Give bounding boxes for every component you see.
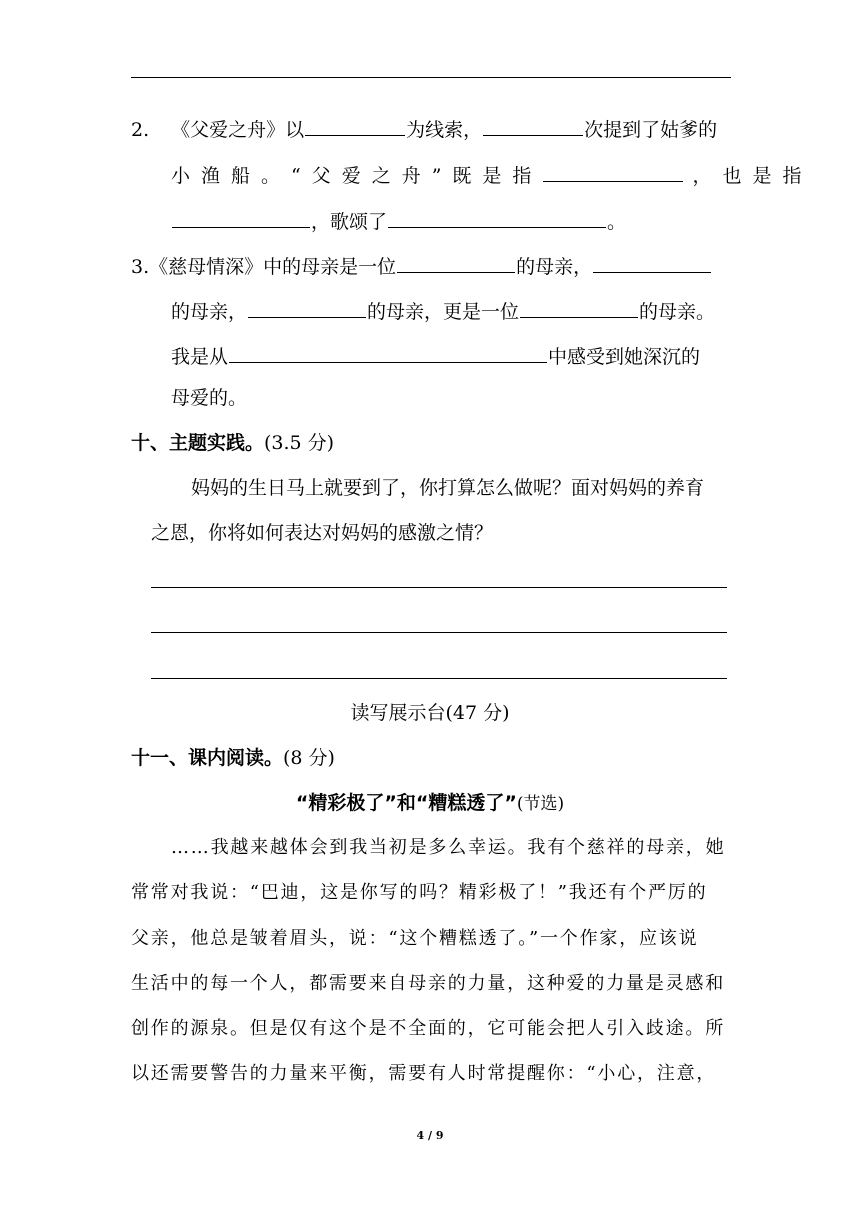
passage-line: 父亲，他总是皱着眉头，说：“这个糟糕透了。”一个作家，应该说 bbox=[131, 928, 699, 949]
section11-heading: 十一、课内阅读。(8 分) bbox=[131, 747, 335, 769]
q3-number: 3. bbox=[131, 256, 150, 278]
answer-line[interactable] bbox=[151, 587, 727, 588]
header-rule bbox=[131, 77, 731, 78]
q2-line-1: 2. 《父爱之舟》以 为线索， 次提到了姑爹的 bbox=[131, 119, 718, 141]
blank[interactable] bbox=[520, 299, 638, 318]
answer-line[interactable] bbox=[151, 632, 727, 633]
section10-prompt-1: 妈妈的生日马上就要到了，你打算怎么做呢？面对妈妈的养育 bbox=[191, 477, 705, 499]
part-title: 读写展示台(47 分) bbox=[350, 702, 510, 724]
blank[interactable] bbox=[543, 163, 683, 182]
blank[interactable] bbox=[593, 254, 711, 273]
q2-line-3: ，歌颂了 。 bbox=[171, 209, 626, 232]
blank[interactable] bbox=[483, 117, 583, 136]
blank[interactable] bbox=[397, 254, 515, 273]
passage-line: ……我越来越体会到我当初是多么幸运。我有个慈祥的母亲，她 bbox=[171, 837, 726, 858]
section10-prompt-2: 之恩，你将如何表达对妈妈的感激之情？ bbox=[151, 522, 494, 544]
blank[interactable] bbox=[388, 209, 606, 228]
q3-line-2: 的母亲， 的母亲，更是一位 的母亲。 bbox=[171, 301, 716, 323]
blank[interactable] bbox=[305, 117, 405, 136]
page-number: 4 / 9 bbox=[416, 1129, 444, 1142]
passage-line: 常常对我说：“巴迪，这是你写的吗？精彩极了！”我还有个严厉的 bbox=[131, 882, 708, 903]
blank[interactable] bbox=[229, 344, 547, 363]
q2-number: 2. bbox=[131, 119, 150, 141]
passage-title: “精彩极了”和“糟糕透了”(节选) bbox=[295, 792, 565, 814]
q3-line-3: 我是从 中感受到她深沉的 bbox=[171, 346, 701, 368]
q3-line-1: 3.《慈母情深》中的母亲是一位 的母亲， bbox=[131, 254, 712, 277]
passage-line: 以还需要警告的力量来平衡，需要有人时常提醒你：“小心，注意， bbox=[131, 1063, 717, 1084]
blank[interactable] bbox=[248, 299, 366, 318]
blank[interactable] bbox=[172, 209, 310, 228]
passage-line: 生活中的每一个人，都需要来自母亲的力量，这种爱的力量是灵感和 bbox=[131, 973, 725, 994]
q2-line-2: 小渔船。“父爱之舟”既是指 ，也是指 bbox=[171, 165, 813, 187]
section10-heading: 十、主题实践。(3.5 分) bbox=[131, 432, 335, 454]
answer-line[interactable] bbox=[151, 678, 727, 679]
passage-line: 创作的源泉。但是仅有这个是不全面的，它可能会把人引入歧途。所 bbox=[131, 1018, 725, 1039]
q3-line-4: 母爱的。 bbox=[171, 387, 248, 409]
